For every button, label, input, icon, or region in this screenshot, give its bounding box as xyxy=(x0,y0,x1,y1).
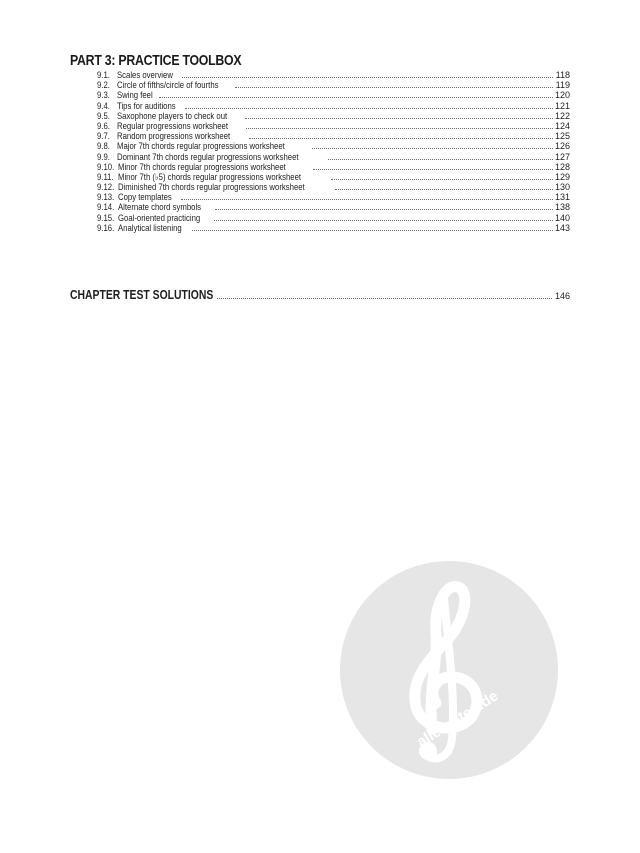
toc-entry-title: Regular progressions worksheet xyxy=(117,120,229,131)
toc-entry[interactable] xyxy=(97,162,570,172)
leader-dots xyxy=(215,208,553,210)
chapter-test-solutions-entry[interactable] xyxy=(70,287,570,301)
leader-dots xyxy=(182,76,553,78)
toc-entry-page: 119 xyxy=(555,80,570,91)
leader-dots xyxy=(181,198,553,200)
leader-dots xyxy=(335,188,553,190)
leader-dots xyxy=(235,86,553,88)
toc-entry-title: Major 7th chords regular progressions worksheet xyxy=(117,141,285,152)
leader-dots xyxy=(328,158,553,160)
toc-entry[interactable] xyxy=(97,111,570,121)
toc-entry[interactable] xyxy=(97,172,570,182)
toc-entry-title: Swing feel xyxy=(117,90,153,101)
toc-entry-title: Diminished 7th chords regular progressions worksheet xyxy=(118,182,305,193)
toc-entry-number: 9.16. xyxy=(97,222,115,233)
toc-entry-page: 140 xyxy=(554,212,570,223)
toc-entry-number: 9.6. xyxy=(97,120,110,131)
toc-entry[interactable] xyxy=(97,131,570,141)
toc-entry-number: 9.4. xyxy=(97,100,110,111)
toc-entry[interactable] xyxy=(97,70,570,80)
leader-dots xyxy=(249,137,553,139)
toc-entry-title: Analytical listening xyxy=(118,222,182,233)
toc-entry-title: Tips for auditions xyxy=(117,100,176,111)
toc-entry-page: 143 xyxy=(554,222,570,233)
toc-list xyxy=(97,70,570,233)
toc-entry-number: 9.10. xyxy=(97,161,115,172)
toc-entry-title: Minor 7th chords regular progressions worksheet xyxy=(118,161,286,172)
leader-dots xyxy=(214,219,553,221)
leader-dots xyxy=(312,147,553,149)
toc-entry[interactable] xyxy=(97,141,570,151)
toc-entry[interactable] xyxy=(97,152,570,162)
toc-entry-number: 9.7. xyxy=(97,131,110,142)
toc-entry-page: 131 xyxy=(554,192,570,203)
toc-entry[interactable] xyxy=(97,213,570,223)
toc-entry-title: Scales overview xyxy=(117,70,173,80)
toc-entry-number: 9.12. xyxy=(97,182,115,193)
toc-entry-page: 127 xyxy=(554,151,570,162)
toc-entry[interactable] xyxy=(97,223,570,233)
toc-entry-page: 126 xyxy=(554,141,570,152)
toc-entry-title: Circle of fifths/circle of fourths xyxy=(117,80,219,91)
toc-entry-page: 122 xyxy=(554,110,570,121)
toc-entry-page: 121 xyxy=(554,100,570,111)
leader-dots xyxy=(246,127,553,129)
toc-entry[interactable] xyxy=(97,121,570,131)
leader-dots xyxy=(192,229,553,231)
toc-entry-number: 9.3. xyxy=(97,90,110,101)
toc-entry-page: 128 xyxy=(554,161,570,172)
leader-dots xyxy=(313,168,553,170)
toc-entry[interactable] xyxy=(97,101,570,111)
part-heading: PART 3: PRACTICE TOOLBOX xyxy=(70,52,242,69)
watermark-text: alle-noten.de xyxy=(413,687,502,751)
toc-entry-number: 9.9. xyxy=(97,151,110,162)
toc-entry-page: 125 xyxy=(554,131,570,142)
leader-dots xyxy=(245,117,553,119)
toc-entry-title: Minor 7th (♭5) chords regular progressions worksheet xyxy=(118,171,302,182)
toc-entry-title: Copy templates xyxy=(118,192,172,203)
toc-entry-page: 138 xyxy=(554,202,570,213)
toc-entry-page: 129 xyxy=(554,171,570,182)
toc-entry-page: 124 xyxy=(554,120,570,131)
toc-entry[interactable] xyxy=(97,192,570,202)
toc-entry-number: 9.14. xyxy=(97,202,115,213)
toc-entry[interactable] xyxy=(97,90,570,100)
toc-entry[interactable] xyxy=(97,202,570,212)
toc-entry-page: 118 xyxy=(555,70,570,80)
chapter-title: CHAPTER TEST SOLUTIONS xyxy=(70,287,214,302)
toc-entry-title: Saxophone players to check out xyxy=(117,110,228,121)
leader-dots xyxy=(217,297,552,299)
leader-dots xyxy=(159,96,553,98)
toc-entry-number: 9.15. xyxy=(97,212,115,223)
toc-entry-page: 120 xyxy=(554,90,570,101)
toc-entry-number: 9.1. xyxy=(97,70,110,80)
toc-entry-title: Dominant 7th chords regular progressions worksheet xyxy=(117,151,299,162)
toc-entry-number: 9.11. xyxy=(97,171,114,182)
toc-entry-number: 9.5. xyxy=(97,110,110,121)
chapter-page: 146 xyxy=(554,291,570,301)
watermark xyxy=(340,561,558,779)
leader-dots xyxy=(331,178,553,180)
toc-entry-number: 9.8. xyxy=(97,141,110,152)
toc-entry[interactable] xyxy=(97,182,570,192)
toc-entry-title: Random progressions worksheet xyxy=(117,131,231,142)
toc-entry-page: 130 xyxy=(554,182,570,193)
toc-entry-number: 9.2. xyxy=(97,80,110,91)
toc-entry-title: Goal-oriented practicing xyxy=(118,212,201,223)
leader-dots xyxy=(185,107,553,109)
toc-entry[interactable] xyxy=(97,80,570,90)
toc-entry-title: Alternate chord symbols xyxy=(118,202,202,213)
toc-entry-number: 9.13. xyxy=(97,192,115,203)
